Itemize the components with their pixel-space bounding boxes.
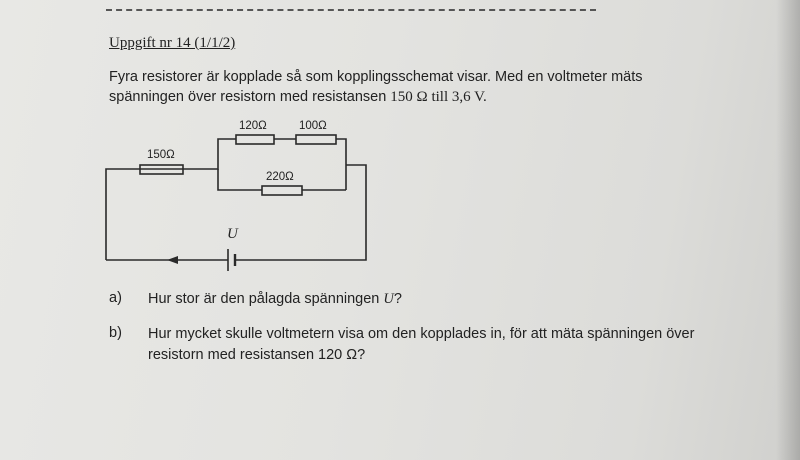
resistor-120: [236, 135, 274, 144]
question-a-var: U: [383, 291, 394, 307]
intro-line-2-value: 150 Ω till 3,6 V.: [390, 89, 487, 105]
question-a-label: a): [109, 290, 122, 306]
question-b-text: [148, 324, 748, 366]
question-a-text: [148, 289, 402, 310]
intro-line-2-text: spänningen över resistorn med resistansen: [109, 89, 391, 105]
label-220: 220Ω: [266, 171, 294, 183]
question-b-line-1: Hur mycket skulle voltmetern visa om den kopplades in, för att mäta spänningen över: [148, 326, 695, 342]
label-100: 100Ω: [299, 120, 327, 132]
resistor-220: [262, 186, 302, 195]
resistor-100: [296, 135, 336, 144]
intro-line-1: Fyra resistorer är kopplade så som kopplingsschemat visar. Med en voltmeter mäts: [109, 69, 643, 85]
question-b-label: b): [109, 325, 122, 341]
label-source-u: U: [227, 226, 238, 242]
question-a-post: ?: [393, 291, 402, 307]
question-b-line-2: resistorn med resistansen 120 Ω?: [148, 347, 366, 363]
wire-top-right: [336, 139, 346, 190]
question-a-pre: Hur stor är den pålagda spänningen: [148, 291, 384, 307]
label-150: 150Ω: [147, 149, 175, 161]
label-120: 120Ω: [239, 120, 267, 132]
current-arrow-icon: [167, 256, 178, 264]
problem-heading: Uppgift nr 14 (1/1/2): [109, 35, 236, 51]
wire-parallel-left: [218, 169, 262, 190]
